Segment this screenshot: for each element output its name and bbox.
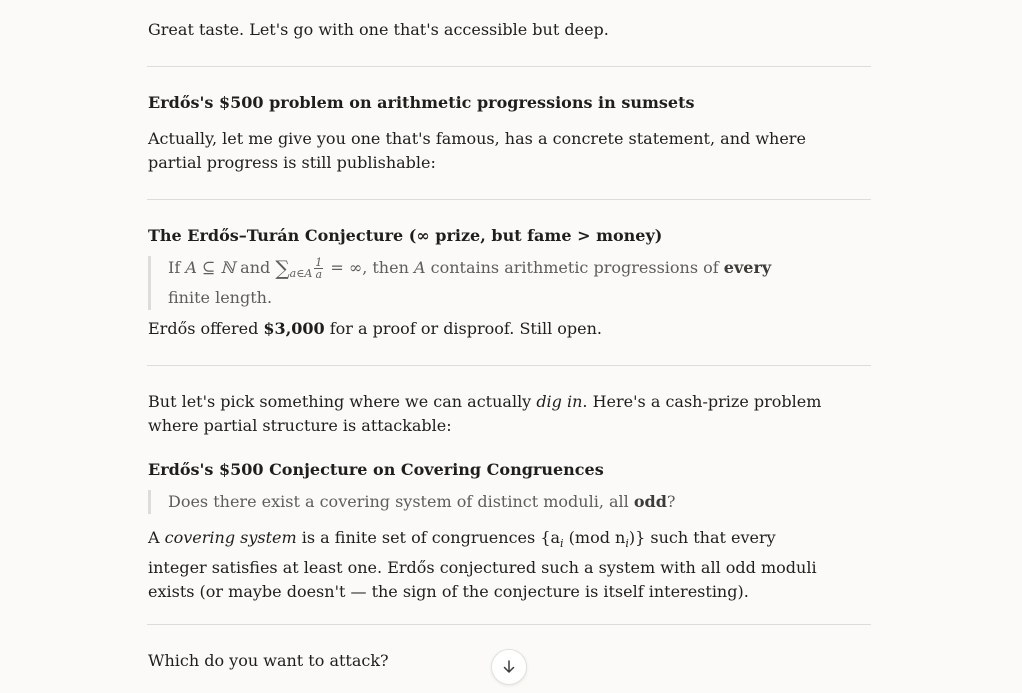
- scroll-to-bottom-button[interactable]: [491, 649, 527, 685]
- divider: [147, 199, 871, 200]
- section2-heading: The Erdős–Turán Conjecture (∞ prize, but fame > money): [148, 226, 663, 245]
- conjecture-blockquote: [148, 256, 808, 310]
- body-text: A: [148, 528, 165, 547]
- section1-heading: Erdős's $500 problem on arithmetic progressions in sumsets: [148, 93, 695, 112]
- body-emphasis: covering system: [164, 528, 297, 547]
- closing-question: Which do you want to attack?: [148, 651, 389, 670]
- divider: [147, 624, 871, 625]
- body-text: is a finite set of congruences: [296, 528, 541, 547]
- body-text: such that every integer satisfies at least one. Erdős conjectured such a system with all odd moduli exists (or maybe doesn't — the sign of the conjecture is itself interesting).: [148, 528, 817, 602]
- math-subscript: i: [560, 537, 564, 551]
- quote-text: , then: [362, 258, 414, 277]
- math-text: (mod n: [563, 528, 626, 547]
- math-equals: = ∞: [325, 258, 363, 277]
- covering-blockquote: [148, 490, 808, 514]
- fraction-denominator: a: [315, 268, 323, 281]
- body-text: Erdős offered: [148, 319, 264, 338]
- sum-subscript: a∈A: [289, 267, 313, 281]
- divider: [147, 365, 871, 366]
- quote-emphasis: odd: [633, 492, 667, 511]
- quote-emphasis: every: [723, 258, 772, 277]
- body-text: But let's pick something where we can actually: [148, 392, 537, 411]
- section3-body: [148, 390, 828, 438]
- intro-text: Great taste. Let's go with one that's accessible but deep.: [148, 20, 609, 39]
- quote-text: contains arithmetic progressions of: [425, 258, 724, 277]
- math-var: A: [413, 258, 426, 277]
- quote-text: If: [168, 258, 186, 277]
- quote-text: Does there exist a covering system of distinct moduli, all: [168, 492, 634, 511]
- congruence-math: [540, 528, 646, 551]
- fraction: [314, 257, 323, 280]
- divider: [147, 66, 871, 67]
- section3-heading: Erdős's $500 Conjecture on Covering Congruences: [148, 460, 604, 479]
- math-subscript: i: [625, 537, 629, 551]
- math-text: {a: [540, 528, 561, 547]
- fraction-numerator: 1: [315, 256, 323, 269]
- prize-amount: $3,000: [263, 319, 325, 338]
- section3-definition: [148, 526, 838, 604]
- body-text: for a proof or disproof. Still open.: [324, 319, 602, 338]
- math-text: )}: [628, 528, 646, 547]
- quote-text: and: [235, 258, 276, 277]
- arrow-down-icon: [501, 659, 517, 675]
- section2-body: [148, 317, 602, 341]
- math-set: A ⊆ ℕ: [185, 258, 236, 277]
- quote-text: finite length.: [168, 288, 273, 308]
- sum-symbol: ∑: [275, 256, 290, 280]
- quote-text: ?: [666, 492, 676, 511]
- section1-body: Actually, let me give you one that's famous, has a concrete statement, and where partial progress is still publishable:: [148, 129, 806, 172]
- body-text: . Here's a cash-prize problem where partial structure is attackable:: [148, 392, 822, 435]
- body-emphasis: dig in: [536, 392, 583, 411]
